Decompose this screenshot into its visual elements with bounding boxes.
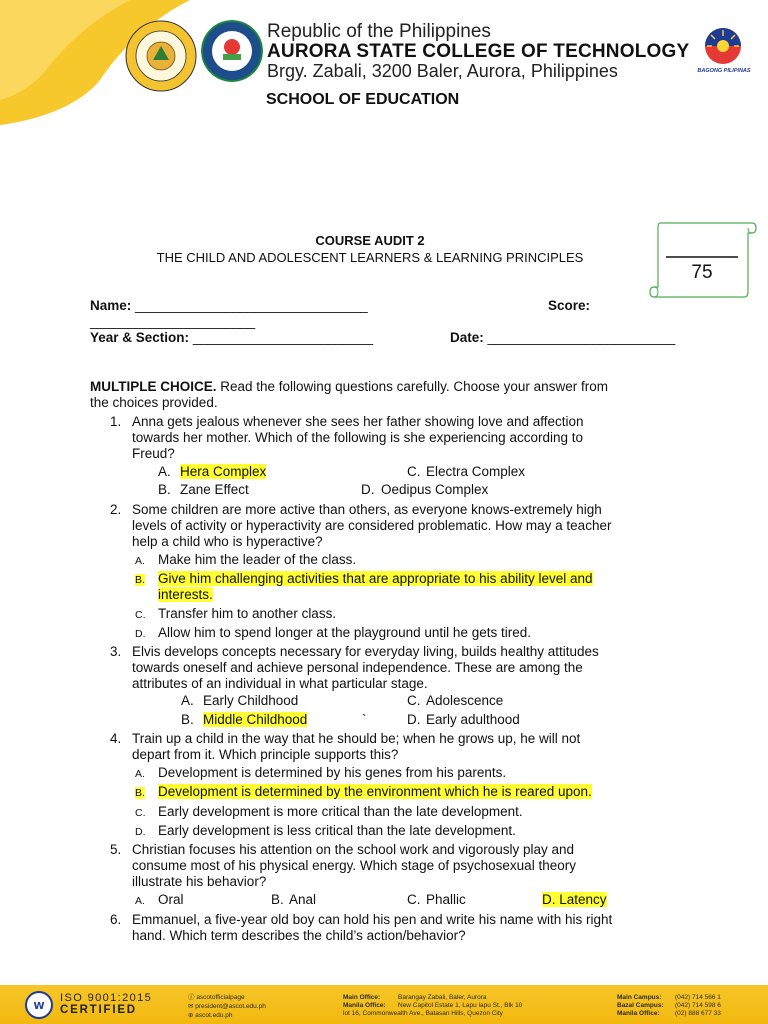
question-number: 4. <box>110 731 122 746</box>
question-text: illustrate his behavior? <box>132 874 267 889</box>
school-of-education-seal-logo <box>201 20 263 82</box>
college-seal-logo <box>125 20 197 92</box>
choice-letter: D. <box>135 628 146 640</box>
iso-label: ISO 9001:2015 <box>60 992 153 1004</box>
choice-letter: C. <box>135 609 146 621</box>
answer-highlight: Hera Complex <box>180 464 267 479</box>
choice-text: Latency <box>559 892 607 907</box>
facebook-handle: ascotofficialpage <box>196 994 245 1001</box>
year-section-line: ________________________ <box>192 330 374 345</box>
choice-letter: A. <box>135 555 145 567</box>
choice-letter: B. <box>135 574 145 586</box>
name-field[interactable]: Name: _______________________________ <box>90 298 368 313</box>
question-text: help a child who is hyperactive? <box>132 534 323 549</box>
question-number: 1. <box>110 414 122 429</box>
choice-letter: A. <box>135 768 145 780</box>
email-address: president@ascot.edu.ph <box>195 1003 266 1010</box>
question-number: 6. <box>110 912 122 927</box>
social-website[interactable] <box>188 1012 233 1020</box>
choice-text[interactable]: Adolescence <box>426 693 504 708</box>
question-text: consume most of his physical energy. Which stage of psychosexual theory <box>132 858 576 873</box>
answer-highlight: Middle Childhood <box>203 712 308 727</box>
choice-letter: A. <box>158 464 171 479</box>
choice-letter: B. <box>181 712 194 727</box>
manila-office-address: New Capitol Estate 1, Lapu lapu St., Blk 10 <box>398 1002 523 1009</box>
main-office-address: Barangay Zabali, Baler, Aurora <box>398 994 487 1001</box>
choice-text[interactable] <box>203 712 307 728</box>
choice-text-continued <box>158 587 213 603</box>
question-text: Christian focuses his attention on the school work and vigorously play and <box>132 842 574 857</box>
choice-text[interactable] <box>158 784 592 800</box>
question-text: towards her mother. Which of the following is she experiencing according to <box>132 430 583 445</box>
instructions-text-2: the choices provided. <box>90 395 218 410</box>
choice-letter: C. <box>407 892 421 907</box>
globe-icon: ⊕ <box>188 1012 194 1019</box>
answer-highlight: Development is determined by the environment which he is reared upon. <box>158 784 592 799</box>
question-number: 2. <box>110 502 122 517</box>
contact-number: (042) 714 598 6 <box>675 1002 721 1009</box>
contact-label: Manila Office: <box>617 1010 660 1017</box>
svg-text:W: W <box>33 1001 45 1012</box>
score-scroll-frame <box>648 220 758 300</box>
iso-certified-label: CERTIFIED <box>60 1004 137 1016</box>
answer-highlight: interests. <box>158 587 213 602</box>
choice-letter: C. <box>135 807 146 819</box>
choice-letter: D. <box>135 826 146 838</box>
course-audit-title: COURSE AUDIT 2 <box>315 233 425 248</box>
choice-letter: B. <box>271 892 284 907</box>
contact-label: Bazal Campus: <box>617 1002 664 1009</box>
iso-certified-icon <box>24 990 54 1020</box>
choice-text[interactable]: Early adulthood <box>426 712 520 727</box>
course-subtitle: THE CHILD AND ADOLESCENT LEARNERS & LEARNING PRINCIPLES <box>156 250 584 265</box>
score-label: Score: <box>548 298 591 313</box>
choice-text[interactable]: Early development is more critical than the late development. <box>158 804 523 819</box>
website-url: ascot.edu.ph <box>195 1012 233 1019</box>
choice-text[interactable]: Early Childhood <box>203 693 299 708</box>
choice-letter: C. <box>407 693 421 708</box>
score-field-line[interactable]: ______________________ <box>90 314 256 329</box>
choice-letter: D. <box>407 712 421 727</box>
question-text: Elvis develops concepts necessary for everyday living, builds healthy attitudes <box>132 644 599 659</box>
social-email[interactable] <box>188 1003 266 1011</box>
question-text: Freud? <box>132 446 175 461</box>
choice-letter: B. <box>135 787 145 799</box>
choice-text[interactable]: Zane Effect <box>180 482 249 497</box>
instructions-text: Read the following questions carefully. Choose your answer from <box>216 379 608 394</box>
question-number: 3. <box>110 644 122 659</box>
college-name: AURORA STATE COLLEGE OF TECHNOLOGY <box>267 40 690 62</box>
question-text: Anna gets jealous whenever she sees her father showing love and affection <box>132 414 584 429</box>
contact-number: (02) 888 677 33 <box>675 1010 721 1017</box>
answer-highlight: Give him challenging activities that are appropriate to his ability level and <box>158 571 593 586</box>
school-name: SCHOOL OF EDUCATION <box>266 91 460 108</box>
choice-letter: A. <box>181 693 194 708</box>
date-line: _________________________ <box>487 330 676 345</box>
choice-text[interactable]: Anal <box>289 892 317 907</box>
contact-label: Main Campus: <box>617 994 662 1001</box>
college-address: Brgy. Zabali, 3200 Baler, Aurora, Philippines <box>267 60 618 81</box>
question-text: levels of activity or hyperactivity are considered problematic. How may a teacher <box>132 518 612 533</box>
question-text: hand. Which term describes the child’s action/behavior? <box>132 928 466 943</box>
question-text: attributes of an individual in what particular stage. <box>132 676 428 691</box>
question-text: depart from it. Which principle supports this? <box>132 747 399 762</box>
manila-office-label: Manila Office: <box>343 1002 386 1009</box>
college-header <box>267 22 689 81</box>
stray-mark: ` <box>362 712 367 727</box>
choice-text[interactable]: Phallic <box>426 892 466 907</box>
facebook-icon: ⓕ <box>188 994 195 1001</box>
question-number: 5. <box>110 842 122 857</box>
choice-text[interactable]: Electra Complex <box>426 464 526 479</box>
choice-text[interactable]: Early development is less critical than the late development. <box>158 823 516 838</box>
main-office-label: Main Office: <box>343 994 381 1001</box>
choice-text[interactable]: Make him the leader of the class. <box>158 552 357 567</box>
score-total: 75 <box>691 262 713 283</box>
instructions <box>90 379 690 395</box>
choice-letter: C. <box>407 464 421 479</box>
social-facebook[interactable] <box>188 994 245 1002</box>
year-section-field[interactable]: Year & Section: ________________________ <box>90 330 374 345</box>
choice-letter: D. <box>542 892 556 907</box>
question-text: towards oneself and achieve personal independence. These are among the <box>132 660 583 675</box>
name-line: _______________________________ <box>135 298 368 313</box>
manila-office-address-2: lot 16, Commonwealth Ave., Batasan Hills, Quezon City <box>343 1010 503 1017</box>
choice-text[interactable]: Transfer him to another class. <box>158 606 337 621</box>
choice-text[interactable] <box>158 571 593 587</box>
date-field[interactable]: Date: _________________________ <box>450 330 676 345</box>
choice-text[interactable]: Oedipus Complex <box>381 482 489 497</box>
question-text: Some children are more active than others, as everyone knows-extremely high <box>132 502 602 517</box>
choice-text[interactable]: Oral <box>158 892 184 907</box>
choice-letter: B. <box>158 482 171 497</box>
question-text: Train up a child in the way that he should be; when he grows up, he will not <box>132 731 581 746</box>
choice-text[interactable] <box>180 464 266 480</box>
choice-letter: D. <box>361 482 375 497</box>
choice-letter: A. <box>135 895 145 907</box>
email-icon: ✉ <box>188 1003 194 1010</box>
republic-line: Republic of the Philippines <box>267 21 491 42</box>
choice-answer[interactable] <box>542 892 607 908</box>
question-text: Emmanuel, a five-year old boy can hold his pen and write his name with his right <box>132 912 613 927</box>
contact-number: (042) 714 566 1 <box>675 994 721 1001</box>
bagong-pilipinas-caption: BAGONG PILIPINAS <box>697 68 751 74</box>
answer-highlight <box>542 892 607 907</box>
choice-text[interactable]: Development is determined by his genes from his parents. <box>158 765 507 780</box>
instructions-label: MULTIPLE CHOICE. <box>90 379 217 394</box>
choice-text[interactable]: Allow him to spend longer at the playground until he gets tired. <box>158 625 531 640</box>
